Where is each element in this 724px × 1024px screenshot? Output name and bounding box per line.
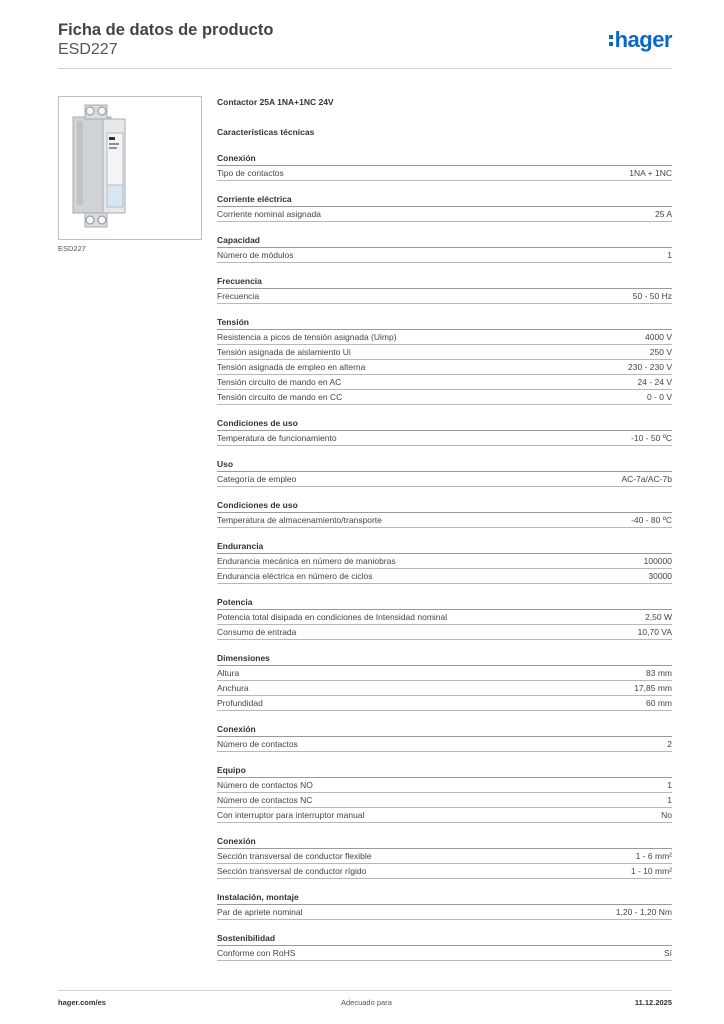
logo-dots-icon xyxy=(609,35,613,46)
spec-label: Temperatura de almacenamiento/transporte xyxy=(217,515,382,525)
hager-logo xyxy=(609,29,672,51)
spec-row xyxy=(217,946,672,961)
spec-group-title: Condiciones de uso xyxy=(217,498,672,513)
spec-group xyxy=(217,834,672,879)
spec-group xyxy=(217,416,672,446)
footer-website[interactable]: hager.com/es xyxy=(58,998,106,1007)
spec-group-title: Uso xyxy=(217,457,672,472)
spec-label: Potencia total disipada en condiciones de Intensidad nominal xyxy=(217,612,448,622)
spec-row xyxy=(217,390,672,405)
spec-row xyxy=(217,737,672,752)
spec-value: 50 - 50 Hz xyxy=(632,291,672,301)
spec-value: No xyxy=(661,810,672,820)
brand-name: hager xyxy=(614,27,672,52)
spec-group xyxy=(217,539,672,584)
spec-value: 1 - 6 mm² xyxy=(635,851,672,861)
spec-group xyxy=(217,651,672,711)
spec-value: 230 - 230 V xyxy=(628,362,672,372)
spec-row xyxy=(217,778,672,793)
spec-label: Tensión asignada de aislamiento Ui xyxy=(217,347,351,357)
spec-label: Número de contactos NO xyxy=(217,780,313,790)
spec-value: 24 - 24 V xyxy=(637,377,672,387)
spec-row xyxy=(217,849,672,864)
spec-row xyxy=(217,330,672,345)
spec-group xyxy=(217,233,672,263)
spec-row xyxy=(217,375,672,390)
spec-group xyxy=(217,315,672,405)
spec-value: 100000 xyxy=(643,556,672,566)
specifications xyxy=(217,96,672,961)
spec-row xyxy=(217,793,672,808)
spec-value: 10,70 VA xyxy=(637,627,672,637)
spec-value: 1 - 10 mm² xyxy=(630,866,672,876)
spec-group xyxy=(217,722,672,752)
spec-value: 4000 V xyxy=(645,332,672,342)
spec-value: 17,85 mm xyxy=(634,683,672,693)
spec-label: Temperatura de funcionamiento xyxy=(217,433,337,443)
spec-row xyxy=(217,554,672,569)
spec-group xyxy=(217,595,672,640)
spec-row xyxy=(217,569,672,584)
spec-row xyxy=(217,248,672,263)
spec-label: Conforme con RoHS xyxy=(217,948,296,958)
spec-label: Tipo de contactos xyxy=(217,168,284,178)
spec-label: Consumo de entrada xyxy=(217,627,297,637)
spec-label: Profundidad xyxy=(217,698,263,708)
page-title: Ficha de datos de producto xyxy=(58,21,274,39)
spec-value: 60 mm xyxy=(646,698,672,708)
spec-value: -40 - 80 ºC xyxy=(631,515,672,525)
spec-group-title: Frecuencia xyxy=(217,274,672,289)
spec-label: Número de contactos NC xyxy=(217,795,313,805)
spec-row xyxy=(217,360,672,375)
spec-value: 1 xyxy=(667,795,672,805)
spec-row xyxy=(217,166,672,181)
spec-label: Sección transversal de conductor flexible xyxy=(217,851,372,861)
spec-label: Altura xyxy=(217,668,240,678)
image-caption: ESD227 xyxy=(58,244,86,253)
spec-group-title: Sostenibilidad xyxy=(217,931,672,946)
spec-label: Endurancia mecánica en número de maniobras xyxy=(217,556,396,566)
spec-group-title: Corriente eléctrica xyxy=(217,192,672,207)
spec-label: Con interruptor para interruptor manual xyxy=(217,810,365,820)
spec-label: Resistencia a picos de tensión asignada (Uimp) xyxy=(217,332,397,342)
spec-row xyxy=(217,808,672,823)
spec-value: 1 xyxy=(667,250,672,260)
spec-label: Par de apriete nominal xyxy=(217,907,303,917)
spec-value: 1,20 - 1,20 Nm xyxy=(615,907,672,917)
spec-label: Endurancia eléctrica en número de ciclos xyxy=(217,571,373,581)
spec-group-title: Conexión xyxy=(217,834,672,849)
spec-value: 30000 xyxy=(648,571,672,581)
spec-groups xyxy=(217,151,672,961)
spec-row xyxy=(217,610,672,625)
spec-group-title: Tensión xyxy=(217,315,672,330)
spec-row xyxy=(217,905,672,920)
spec-label: Tensión circuito de mando en AC xyxy=(217,377,342,387)
spec-group xyxy=(217,498,672,528)
spec-row xyxy=(217,666,672,681)
spec-row xyxy=(217,472,672,487)
spec-row xyxy=(217,696,672,711)
footer-date: 11.12.2025 xyxy=(634,998,672,1007)
spec-row xyxy=(217,864,672,879)
spec-label: Tensión circuito de mando en CC xyxy=(217,392,343,402)
footer-divider xyxy=(58,990,672,991)
product-reference: ESD227 xyxy=(58,41,118,58)
spec-label: Corriente nominal asignada xyxy=(217,209,321,219)
spec-value: 1NA + 1NC xyxy=(629,168,672,178)
page-header xyxy=(58,20,672,70)
product-image xyxy=(58,96,202,240)
spec-row xyxy=(217,345,672,360)
spec-group-title: Dimensiones xyxy=(217,651,672,666)
contactor-device-illustration xyxy=(59,97,201,239)
spec-group-title: Condiciones de uso xyxy=(217,416,672,431)
spec-value: 83 mm xyxy=(646,668,672,678)
spec-row xyxy=(217,625,672,640)
spec-value: 0 - 0 V xyxy=(646,392,672,402)
spec-group-title: Potencia xyxy=(217,595,672,610)
spec-group-title: Instalación, montaje xyxy=(217,890,672,905)
spec-label: Anchura xyxy=(217,683,249,693)
spec-group-title: Conexión xyxy=(217,151,672,166)
spec-value: 25 A xyxy=(654,209,672,219)
section-title: Características técnicas xyxy=(217,127,315,137)
spec-value: -10 - 50 ºC xyxy=(631,433,672,443)
spec-group-title: Capacidad xyxy=(217,233,672,248)
spec-value: 2 xyxy=(667,739,672,749)
spec-label: Sección transversal de conductor rígido xyxy=(217,866,367,876)
spec-value: Sí xyxy=(663,948,672,958)
spec-label: Número de módulos xyxy=(217,250,294,260)
spec-label: Frecuencia xyxy=(217,291,260,301)
spec-group xyxy=(217,890,672,920)
spec-group xyxy=(217,931,672,961)
footer-note: Adecuado para xyxy=(341,998,392,1007)
spec-group-title: Endurancia xyxy=(217,539,672,554)
spec-label: Número de contactos xyxy=(217,739,298,749)
spec-label: Tensión asignada de empleo en alterna xyxy=(217,362,366,372)
spec-group xyxy=(217,763,672,823)
spec-group xyxy=(217,274,672,304)
spec-row xyxy=(217,207,672,222)
spec-row xyxy=(217,681,672,696)
spec-value: AC-7a/AC-7b xyxy=(621,474,672,484)
page-footer xyxy=(58,998,672,1010)
spec-group-title: Equipo xyxy=(217,763,672,778)
spec-row xyxy=(217,431,672,446)
header-divider xyxy=(58,68,672,69)
spec-group xyxy=(217,151,672,181)
spec-row xyxy=(217,289,672,304)
spec-group xyxy=(217,457,672,487)
product-name: Contactor 25A 1NA+1NC 24V xyxy=(217,97,334,107)
spec-value: 2,50 W xyxy=(645,612,672,622)
spec-label: Categoría de empleo xyxy=(217,474,297,484)
spec-value: 1 xyxy=(667,780,672,790)
spec-row xyxy=(217,513,672,528)
spec-value: 250 V xyxy=(649,347,672,357)
spec-group xyxy=(217,192,672,222)
spec-group-title: Conexión xyxy=(217,722,672,737)
